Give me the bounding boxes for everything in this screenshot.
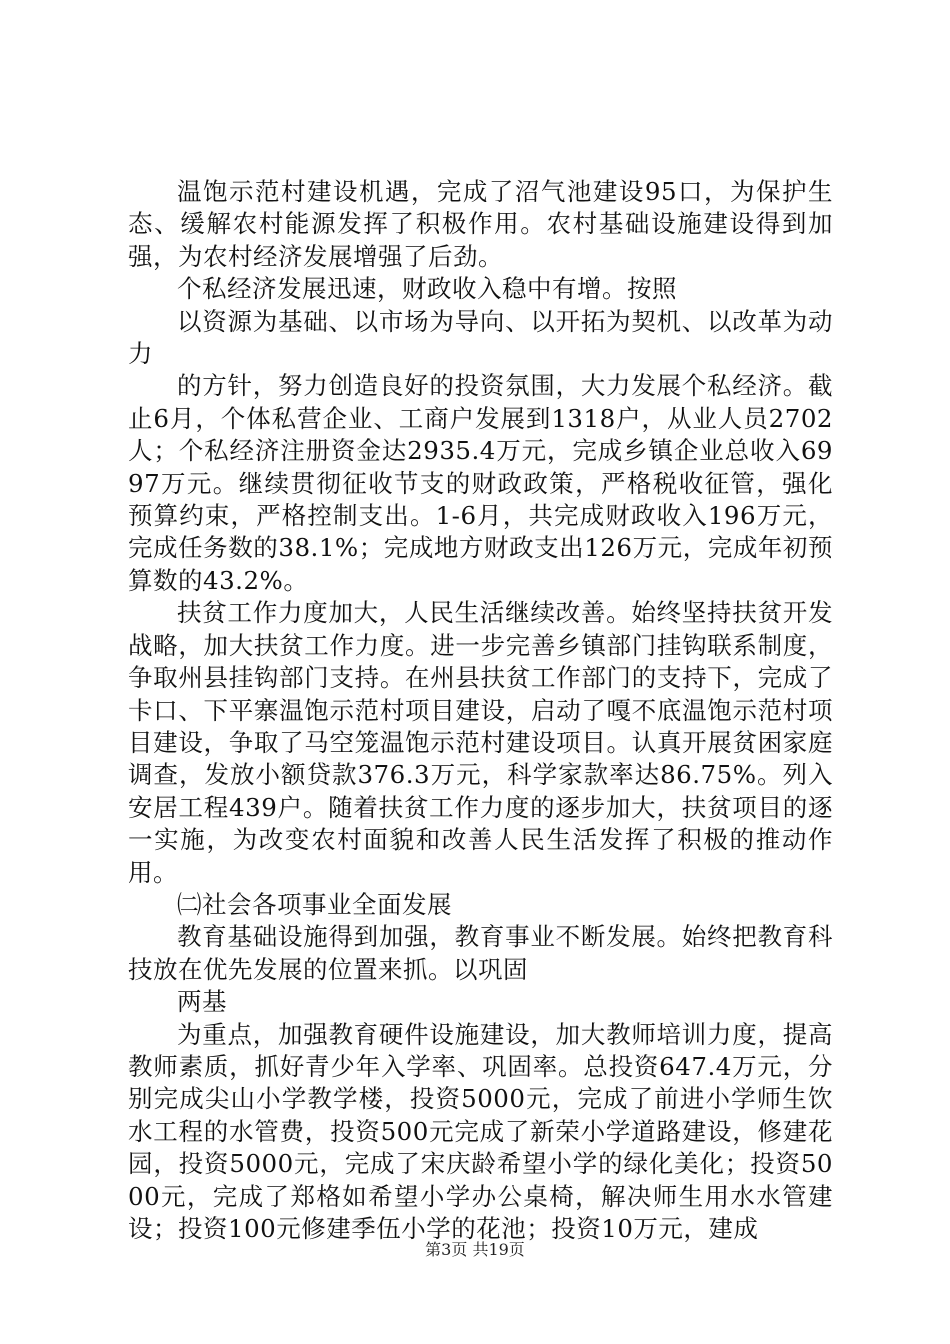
paragraph-6: 教育基础设施得到加强，教育事业不断发展。始终把教育科技放在优先发展的位置来抓。以巩固	[128, 922, 833, 984]
section-heading: ㈡社会各项事业全面发展	[177, 889, 452, 919]
paragraph-3: 以资源为基础、以市场为导向、以开拓为契机、以改革为动力	[128, 306, 833, 369]
paragraph-1: 温饱示范村建设机遇，完成了沼气池建设95口，为保护生态、缓解农村能源发挥了积极作用。农村基础设施建设得到加强，为农村经济发展增强了后劲。	[128, 177, 833, 271]
paragraph-4: 的方针，努力创造良好的投资氛围，大力发展个私经济。截止6月，个体私营企业、工商户发展到1318户，从业人员2702人；个私经济注册资金达2935.4万元，完成乡镇企业总收入6997万元。继续贯彻征收节支的财政政策，严格税收征管，强化预算约束，严格控制支出。1-6月，共完成财政收入196万元，完成任务数的38.1%；完成地方财政支出126万元，完成年初预算数的43.2%。	[128, 371, 833, 595]
paragraph-5: 扶贫工作力度加大，人民生活继续改善。始终坚持扶贫开发战略，加大扶贫工作力度。进一步完善乡镇部门挂钩联系制度，争取州县挂钩部门支持。在州县扶贫工作部门的支持下，完成了卡口、下平寨温饱示范村项目建设，启动了嘎不底温饱示范村项目建设，争取了马空笼温饱示范村建设项目。认真开展贫困家庭调查，发放小额贷款376.3万元，科学家款率达86.75%。列入安居工程439户。随着扶贫工作力度的逐步加大，扶贫项目的逐一实施，为改变农村面貌和改善人民生活发挥了积极的推动作用。	[128, 598, 833, 887]
paragraph-2: 个私经济发展迅速，财政收入稳中有增。按照	[177, 274, 677, 304]
document-body	[128, 176, 833, 1245]
paragraph-8: 为重点，加强教育硬件设施建设，加大教师培训力度，提高教师素质，抓好青少年入学率、巩固率。总投资647.4万元，分别完成尖山小学教学楼，投资5000元，完成了前进小学师生饮水工程的水管费，投资500元完成了新荣小学道路建设，修建花园，投资5000元，完成了宋庆龄希望小学的绿化美化；投资5000元，完成了郑格如希望小学办公桌椅，解决师生用水水管建设；投资100元修建季伍小学的花池；投资10万元，建成	[128, 1019, 833, 1243]
page-number-footer: 第3页 共19页	[425, 1240, 525, 1259]
paragraph-7: 两基	[177, 987, 227, 1017]
